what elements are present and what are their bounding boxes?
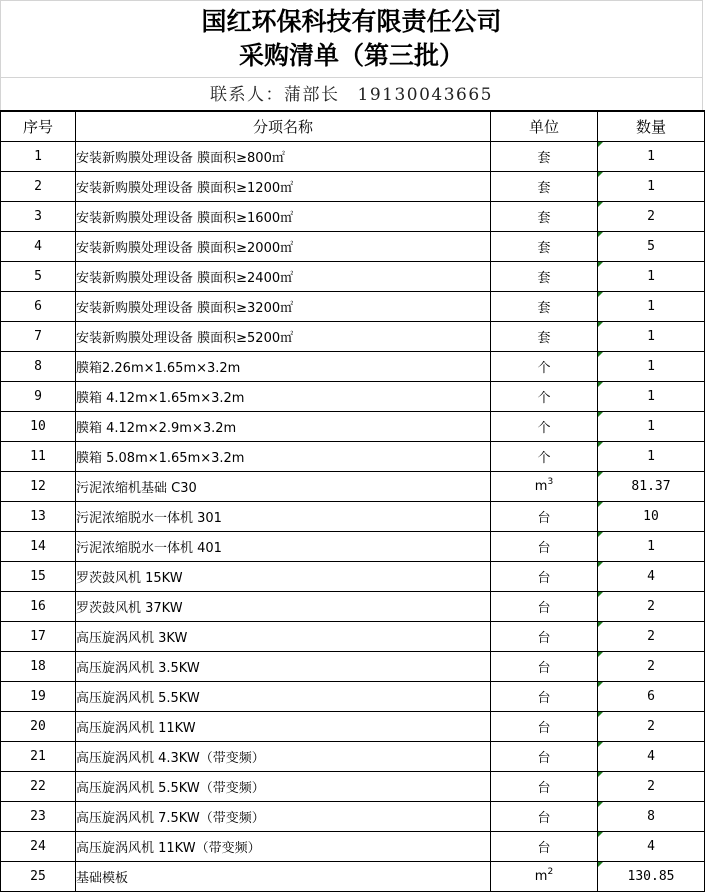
- cell-unit[interactable]: [491, 142, 598, 172]
- cell-unit[interactable]: [491, 322, 598, 352]
- cell-unit[interactable]: [491, 832, 598, 862]
- table-row: [1, 802, 705, 832]
- cell-seq[interactable]: 2: [1, 172, 76, 202]
- cell-quantity[interactable]: [598, 772, 705, 802]
- cell-item-name[interactable]: 高压旋涡风机 3.5KW: [76, 652, 491, 682]
- cell-seq[interactable]: 24: [1, 832, 76, 862]
- header-unit[interactable]: 单位: [491, 111, 598, 142]
- number-as-text-flag-icon: [598, 502, 603, 507]
- quantity-value: 2: [647, 779, 655, 794]
- quantity-value: 1: [647, 329, 655, 344]
- cell-unit[interactable]: [491, 352, 598, 382]
- quantity-value: 1: [647, 149, 655, 164]
- number-as-text-flag-icon: [598, 532, 603, 537]
- unit-text: 个: [537, 421, 551, 436]
- table-row: [1, 322, 705, 352]
- unit-text: 台: [537, 811, 551, 826]
- cell-quantity[interactable]: [598, 202, 705, 232]
- unit-text: 套: [537, 331, 551, 346]
- number-as-text-flag-icon: [598, 322, 603, 327]
- cell-quantity[interactable]: [598, 592, 705, 622]
- table-row: [1, 472, 705, 502]
- table-row: [1, 712, 705, 742]
- unit-exponent: 2: [547, 867, 554, 877]
- cell-unit[interactable]: [491, 382, 598, 412]
- cell-seq[interactable]: 12: [1, 472, 76, 502]
- quantity-value: 1: [647, 299, 655, 314]
- table-row: [1, 142, 705, 172]
- unit-text: 台: [537, 751, 551, 766]
- table-body: [1, 142, 705, 892]
- unit-text: 台: [537, 691, 551, 706]
- number-as-text-flag-icon: [598, 472, 603, 477]
- table-row: [1, 352, 705, 382]
- number-as-text-flag-icon: [598, 442, 603, 447]
- header-name[interactable]: 分项名称: [76, 111, 491, 142]
- table-row: [1, 442, 705, 472]
- cell-unit[interactable]: [491, 562, 598, 592]
- cell-unit[interactable]: [491, 862, 598, 892]
- number-as-text-flag-icon: [598, 142, 603, 147]
- cell-quantity[interactable]: [598, 562, 705, 592]
- unit-text: 台: [537, 601, 551, 616]
- cell-item-name[interactable]: 高压旋涡风机 5.5KW（带变频）: [76, 772, 491, 802]
- number-as-text-flag-icon: [598, 292, 603, 297]
- number-as-text-flag-icon: [598, 412, 603, 417]
- cell-item-name[interactable]: 安装新购膜处理设备 膜面积≥2400㎡: [76, 262, 491, 292]
- number-as-text-flag-icon: [598, 262, 603, 267]
- unit-text: m: [534, 479, 548, 494]
- cell-quantity[interactable]: [598, 412, 705, 442]
- number-as-text-flag-icon: [598, 592, 603, 597]
- unit-text: 套: [537, 241, 551, 256]
- number-as-text-flag-icon: [598, 202, 603, 207]
- cell-unit[interactable]: [491, 412, 598, 442]
- purchase-table: [0, 110, 705, 892]
- cell-seq[interactable]: 17: [1, 622, 76, 652]
- quantity-value: 4: [647, 749, 655, 764]
- cell-unit[interactable]: [491, 772, 598, 802]
- number-as-text-flag-icon: [598, 232, 603, 237]
- table-row: [1, 592, 705, 622]
- cell-item-name[interactable]: 高压旋涡风机 3KW: [76, 622, 491, 652]
- cell-quantity[interactable]: [598, 292, 705, 322]
- cell-unit[interactable]: [491, 682, 598, 712]
- quantity-value: 1: [647, 269, 655, 284]
- cell-unit[interactable]: [491, 232, 598, 262]
- table-row: [1, 172, 705, 202]
- quantity-value: 4: [647, 569, 655, 584]
- number-as-text-flag-icon: [598, 832, 603, 837]
- cell-unit[interactable]: [491, 532, 598, 562]
- cell-seq[interactable]: 21: [1, 742, 76, 772]
- quantity-value: 2: [647, 629, 655, 644]
- cell-item-name[interactable]: 膜箱2.26m×1.65m×3.2m: [76, 352, 491, 382]
- cell-item-name[interactable]: 安装新购膜处理设备 膜面积≥800㎡: [76, 142, 491, 172]
- cell-quantity[interactable]: [598, 802, 705, 832]
- quantity-value: 4: [647, 839, 655, 854]
- cell-item-name[interactable]: 基础模板: [76, 862, 491, 892]
- cell-item-name[interactable]: 污泥浓缩脱水一体机 301: [76, 502, 491, 532]
- table-row: [1, 652, 705, 682]
- cell-item-name[interactable]: 安装新购膜处理设备 膜面积≥1600㎡: [76, 202, 491, 232]
- cell-unit[interactable]: [491, 502, 598, 532]
- number-as-text-flag-icon: [598, 802, 603, 807]
- unit-text: 套: [537, 271, 551, 286]
- cell-quantity[interactable]: [598, 442, 705, 472]
- unit-text: 台: [537, 511, 551, 526]
- cell-quantity[interactable]: [598, 382, 705, 412]
- unit-text: 台: [537, 541, 551, 556]
- cell-quantity[interactable]: [598, 322, 705, 352]
- number-as-text-flag-icon: [598, 772, 603, 777]
- cell-seq[interactable]: 9: [1, 382, 76, 412]
- cell-unit[interactable]: [491, 742, 598, 772]
- cell-unit[interactable]: [491, 802, 598, 832]
- cell-quantity[interactable]: [598, 532, 705, 562]
- cell-seq[interactable]: 18: [1, 652, 76, 682]
- cell-seq[interactable]: 19: [1, 682, 76, 712]
- table-row: [1, 742, 705, 772]
- number-as-text-flag-icon: [598, 682, 603, 687]
- number-as-text-flag-icon: [598, 712, 603, 717]
- cell-item-name[interactable]: 罗茨鼓风机 37KW: [76, 592, 491, 622]
- cell-unit[interactable]: [491, 712, 598, 742]
- cell-seq[interactable]: 23: [1, 802, 76, 832]
- cell-seq[interactable]: 8: [1, 352, 76, 382]
- quantity-value: 1: [647, 539, 655, 554]
- title-block: [0, 0, 703, 78]
- cell-seq[interactable]: 11: [1, 442, 76, 472]
- cell-quantity[interactable]: [598, 232, 705, 262]
- contact-person: 联系人：蒲部长: [210, 85, 340, 105]
- number-as-text-flag-icon: [598, 172, 603, 177]
- number-as-text-flag-icon: [598, 622, 603, 627]
- cell-quantity[interactable]: [598, 142, 705, 172]
- unit-text: 套: [537, 211, 551, 226]
- unit-exponent: 3: [547, 477, 554, 487]
- unit-text: 台: [537, 841, 551, 856]
- cell-quantity[interactable]: [598, 652, 705, 682]
- table-row: [1, 412, 705, 442]
- cell-seq[interactable]: 25: [1, 862, 76, 892]
- unit-text: 套: [537, 151, 551, 166]
- table-row: [1, 532, 705, 562]
- cell-quantity[interactable]: [598, 352, 705, 382]
- cell-item-name[interactable]: 安装新购膜处理设备 膜面积≥3200㎡: [76, 292, 491, 322]
- quantity-value: 81.37: [631, 479, 671, 494]
- cell-item-name[interactable]: 安装新购膜处理设备 膜面积≥2000㎡: [76, 232, 491, 262]
- cell-seq[interactable]: 13: [1, 502, 76, 532]
- cell-seq[interactable]: 5: [1, 262, 76, 292]
- header-row: [1, 111, 705, 142]
- cell-seq[interactable]: 6: [1, 292, 76, 322]
- unit-text: 套: [537, 301, 551, 316]
- cell-unit[interactable]: [491, 472, 598, 502]
- cell-item-name[interactable]: 污泥浓缩机基础 C30: [76, 472, 491, 502]
- quantity-value: 2: [647, 209, 655, 224]
- quantity-value: 6: [647, 689, 655, 704]
- quantity-value: 1: [647, 389, 655, 404]
- cell-quantity[interactable]: [598, 742, 705, 772]
- table-row: [1, 562, 705, 592]
- cell-quantity[interactable]: [598, 502, 705, 532]
- number-as-text-flag-icon: [598, 562, 603, 567]
- table-row: [1, 772, 705, 802]
- unit-text: 台: [537, 631, 551, 646]
- cell-item-name[interactable]: 膜箱 4.12m×2.9m×3.2m: [76, 412, 491, 442]
- header-seq[interactable]: 序号: [1, 111, 76, 142]
- quantity-value: 2: [647, 599, 655, 614]
- cell-item-name[interactable]: 罗茨鼓风机 15KW: [76, 562, 491, 592]
- cell-item-name[interactable]: 高压旋涡风机 11KW（带变频）: [76, 832, 491, 862]
- unit-text: 台: [537, 661, 551, 676]
- cell-unit[interactable]: [491, 592, 598, 622]
- number-as-text-flag-icon: [598, 862, 603, 867]
- cell-unit[interactable]: [491, 292, 598, 322]
- number-as-text-flag-icon: [598, 382, 603, 387]
- cell-item-name[interactable]: 安装新购膜处理设备 膜面积≥1200㎡: [76, 172, 491, 202]
- cell-seq[interactable]: 1: [1, 142, 76, 172]
- unit-text: 台: [537, 721, 551, 736]
- cell-item-name[interactable]: 高压旋涡风机 7.5KW（带变频）: [76, 802, 491, 832]
- cell-unit[interactable]: [491, 622, 598, 652]
- cell-quantity[interactable]: [598, 712, 705, 742]
- quantity-value: 10: [643, 509, 659, 524]
- company-title: 国红环保科技有限责任公司: [201, 7, 502, 36]
- cell-unit[interactable]: [491, 202, 598, 232]
- cell-seq[interactable]: 22: [1, 772, 76, 802]
- table-row: [1, 832, 705, 862]
- cell-item-name[interactable]: 污泥浓缩脱水一体机 401: [76, 532, 491, 562]
- cell-quantity[interactable]: [598, 472, 705, 502]
- cell-quantity[interactable]: [598, 862, 705, 892]
- table-row: [1, 862, 705, 892]
- unit-text: 台: [537, 571, 551, 586]
- table-row: [1, 682, 705, 712]
- table-row: [1, 202, 705, 232]
- table-row: [1, 622, 705, 652]
- cell-quantity[interactable]: [598, 172, 705, 202]
- cell-unit[interactable]: [491, 262, 598, 292]
- table-row: [1, 262, 705, 292]
- cell-seq[interactable]: 14: [1, 532, 76, 562]
- quantity-value: 2: [647, 659, 655, 674]
- header-qty[interactable]: 数量: [598, 111, 705, 142]
- table-row: [1, 232, 705, 262]
- number-as-text-flag-icon: [598, 352, 603, 357]
- table-row: [1, 382, 705, 412]
- cell-unit[interactable]: [491, 652, 598, 682]
- cell-item-name[interactable]: 膜箱 4.12m×1.65m×3.2m: [76, 382, 491, 412]
- unit-text: 个: [537, 391, 551, 406]
- cell-quantity[interactable]: [598, 622, 705, 652]
- cell-seq[interactable]: 15: [1, 562, 76, 592]
- contact-phone: 19130043665: [357, 85, 493, 105]
- cell-seq[interactable]: 4: [1, 232, 76, 262]
- contact-line: [0, 78, 703, 110]
- unit-text: 个: [537, 451, 551, 466]
- unit-text: m: [534, 869, 548, 884]
- cell-unit[interactable]: [491, 172, 598, 202]
- quantity-value: 5: [647, 239, 655, 254]
- quantity-value: 1: [647, 359, 655, 374]
- cell-quantity[interactable]: [598, 262, 705, 292]
- cell-seq[interactable]: 7: [1, 322, 76, 352]
- table-row: [1, 502, 705, 532]
- list-title: 采购清单（第三批）: [238, 41, 464, 70]
- quantity-value: 2: [647, 719, 655, 734]
- cell-quantity[interactable]: [598, 832, 705, 862]
- unit-text: 台: [537, 781, 551, 796]
- cell-seq[interactable]: 20: [1, 712, 76, 742]
- cell-seq[interactable]: 10: [1, 412, 76, 442]
- cell-item-name[interactable]: 安装新购膜处理设备 膜面积≥5200㎡: [76, 322, 491, 352]
- cell-item-name[interactable]: 膜箱 5.08m×1.65m×3.2m: [76, 442, 491, 472]
- cell-item-name[interactable]: 高压旋涡风机 11KW: [76, 712, 491, 742]
- quantity-value: 130.85: [627, 869, 675, 884]
- cell-unit[interactable]: [491, 442, 598, 472]
- unit-text: 套: [537, 181, 551, 196]
- unit-text: 个: [537, 361, 551, 376]
- number-as-text-flag-icon: [598, 652, 603, 657]
- cell-item-name[interactable]: 高压旋涡风机 4.3KW（带变频）: [76, 742, 491, 772]
- number-as-text-flag-icon: [598, 742, 603, 747]
- quantity-value: 8: [647, 809, 655, 824]
- quantity-value: 1: [647, 419, 655, 434]
- quantity-value: 1: [647, 179, 655, 194]
- quantity-value: 1: [647, 449, 655, 464]
- cell-seq[interactable]: 16: [1, 592, 76, 622]
- cell-quantity[interactable]: [598, 682, 705, 712]
- cell-seq[interactable]: 3: [1, 202, 76, 232]
- cell-item-name[interactable]: 高压旋涡风机 5.5KW: [76, 682, 491, 712]
- table-row: [1, 292, 705, 322]
